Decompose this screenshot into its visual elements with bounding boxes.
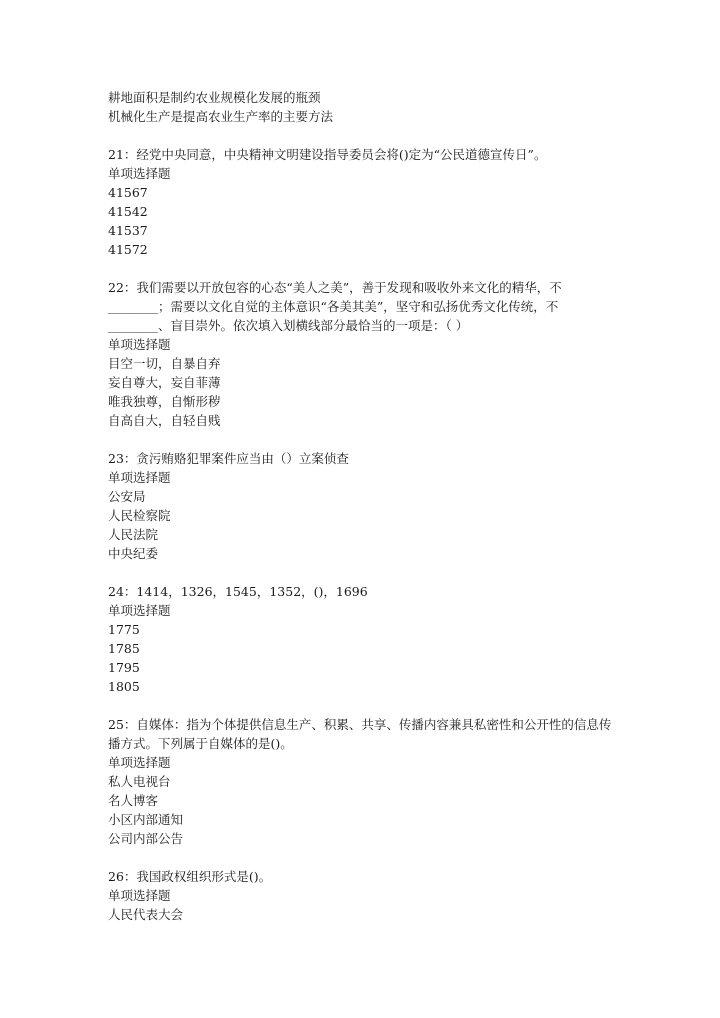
option: 人民检察院 — [108, 508, 171, 523]
question-type: 单项选择题 — [108, 603, 171, 618]
option: 唯我独尊，自惭形秽 — [108, 394, 221, 409]
question-stem: 21：经党中央同意，中央精神文明建设指导委员会将()定为“公民道德宣传日”。 — [108, 147, 547, 162]
question-stem-line: ________；需要以文化自觉的主体意识“各美其美”，坚守和弘扬优秀文化传统，不 — [108, 299, 559, 314]
option: 41572 — [108, 242, 148, 257]
question-23 — [108, 449, 618, 563]
question-type: 单项选择题 — [108, 755, 171, 770]
option: 小区内部通知 — [108, 812, 184, 827]
option: 中央纪委 — [108, 546, 159, 561]
option: 妄自尊大，妄自菲薄 — [108, 375, 221, 390]
question-24 — [108, 582, 618, 696]
option: 人民法院 — [108, 527, 159, 542]
question-25 — [108, 715, 618, 848]
option: 私人电视台 — [108, 774, 171, 789]
option: 41542 — [108, 204, 148, 219]
option: 1805 — [108, 679, 140, 694]
intro-options — [108, 88, 618, 126]
question-type: 单项选择题 — [108, 166, 171, 181]
spacer — [108, 696, 618, 715]
option: 1795 — [108, 660, 140, 675]
option: 41567 — [108, 185, 148, 200]
question-stem-line: 22：我们需要以开放包容的心态“美人之美”，善于发现和吸收外来文化的精华，不 — [108, 280, 562, 295]
option: 名人博客 — [108, 793, 159, 808]
question-stem-line: 25：自媒体：指为个体提供信息生产、积累、共享、传播内容兼具私密性和公开性的信息传 — [108, 717, 612, 732]
question-stem-line: 播方式。下列属于自媒体的是()。 — [108, 736, 293, 751]
question-stem: 23：贪污贿赂犯罪案件应当由（）立案侦查 — [108, 451, 349, 466]
spacer — [108, 848, 618, 867]
question-22 — [108, 278, 618, 430]
document-page — [108, 88, 618, 924]
option: 耕地面积是制约农业规模化发展的瓶颈 — [108, 90, 321, 105]
question-21 — [108, 145, 618, 259]
option: 人民代表大会 — [108, 907, 184, 922]
option: 目空一切，自暴自弃 — [108, 356, 221, 371]
question-stem: 24：1414，1326，1545，1352，()，1696 — [108, 584, 368, 599]
option: 机械化生产是提高农业生产率的主要方法 — [108, 109, 334, 124]
option: 公司内部公告 — [108, 831, 184, 846]
spacer — [108, 430, 618, 449]
option: 1785 — [108, 641, 140, 656]
spacer — [108, 563, 618, 582]
question-stem-line: ________、盲目崇外。依次填入划横线部分最恰当的一项是：（ ） — [108, 318, 469, 333]
spacer — [108, 259, 618, 278]
question-type: 单项选择题 — [108, 888, 171, 903]
question-26 — [108, 867, 618, 924]
question-type: 单项选择题 — [108, 337, 171, 352]
option: 自高自大，自轻自贱 — [108, 413, 221, 428]
question-type: 单项选择题 — [108, 470, 171, 485]
option: 1775 — [108, 622, 140, 637]
option: 公安局 — [108, 489, 146, 504]
question-stem: 26：我国政权组织形式是()。 — [108, 869, 272, 884]
option: 41537 — [108, 223, 148, 238]
spacer — [108, 126, 618, 145]
